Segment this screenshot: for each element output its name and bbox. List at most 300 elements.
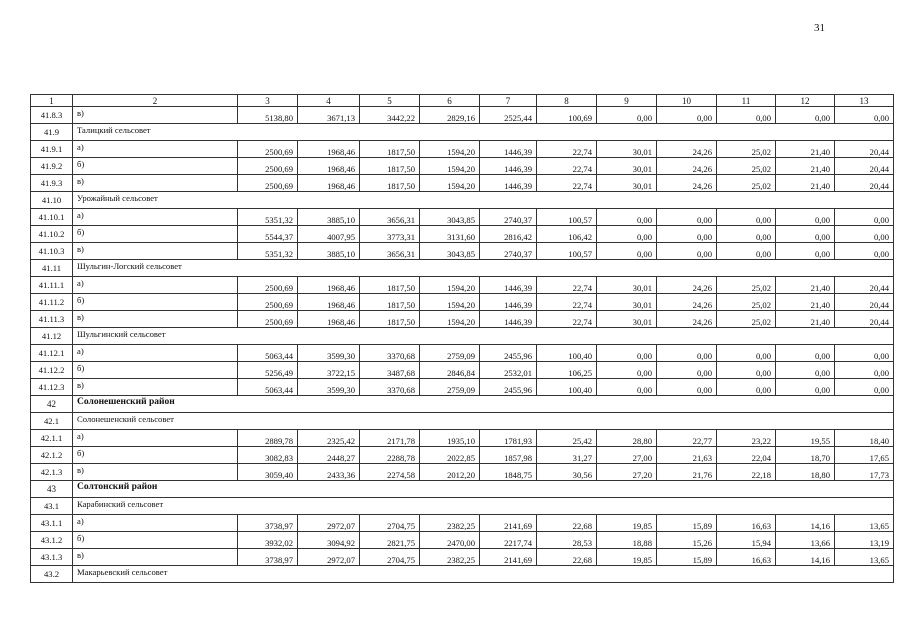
page-number: 31 [814,22,825,34]
value-cell: 2500,69 [238,175,298,192]
value-cell: 30,56 [537,464,597,481]
value-cell: 3773,31 [360,226,420,243]
value-cell: 0,00 [597,243,657,260]
value-cell: 20,44 [835,158,894,175]
row-code: 41.9.3 [31,175,73,192]
value-cell: 3656,31 [360,243,420,260]
value-cell: 24,26 [657,158,717,175]
row-code: 43 [31,481,73,498]
value-cell: 0,00 [657,362,717,379]
section-name: Урожайный сельсовет [73,192,894,209]
value-cell: 1817,50 [360,277,420,294]
value-cell: 21,63 [657,447,717,464]
value-cell: 1594,20 [420,158,480,175]
table-row [31,277,894,294]
row-label: а) [73,277,238,294]
row-label: в) [73,311,238,328]
value-cell: 0,00 [657,107,717,124]
value-cell: 3932,02 [238,532,298,549]
value-cell: 20,44 [835,277,894,294]
value-cell: 25,02 [717,141,776,158]
value-cell: 0,00 [657,345,717,362]
value-cell: 0,00 [657,209,717,226]
value-cell: 18,88 [597,532,657,549]
value-cell: 1594,20 [420,277,480,294]
value-cell: 30,01 [597,175,657,192]
value-cell: 22,74 [537,311,597,328]
row-label: б) [73,158,238,175]
column-header: 10 [657,95,717,107]
value-cell: 0,00 [717,379,776,396]
value-cell: 21,40 [776,141,835,158]
section-name: Карабинский сельсовет [73,498,894,515]
value-cell: 0,00 [835,107,894,124]
value-cell: 18,80 [776,464,835,481]
value-cell: 18,70 [776,447,835,464]
row-code: 43.1.3 [31,549,73,566]
table-row [31,362,894,379]
value-cell: 0,00 [835,362,894,379]
value-cell: 0,00 [597,362,657,379]
row-label: а) [73,345,238,362]
value-cell: 2500,69 [238,311,298,328]
section-row [31,413,894,430]
column-header: 7 [480,95,537,107]
value-cell: 2704,75 [360,515,420,532]
value-cell: 0,00 [597,107,657,124]
value-cell: 22,18 [717,464,776,481]
column-header: 1 [31,95,73,107]
section-row [31,192,894,209]
value-cell: 0,00 [717,243,776,260]
value-cell: 16,63 [717,549,776,566]
row-label: б) [73,532,238,549]
section-row [31,260,894,277]
value-cell: 31,27 [537,447,597,464]
value-cell: 0,00 [776,345,835,362]
value-cell: 1968,46 [298,294,360,311]
value-cell: 1446,39 [480,277,537,294]
value-cell: 1446,39 [480,311,537,328]
value-cell: 20,44 [835,294,894,311]
value-cell: 2500,69 [238,158,298,175]
value-cell: 24,26 [657,175,717,192]
value-cell: 4007,95 [298,226,360,243]
value-cell: 2470,00 [420,532,480,549]
table-body [31,95,894,583]
value-cell: 2022,85 [420,447,480,464]
value-cell: 5138,80 [238,107,298,124]
value-cell: 0,00 [776,107,835,124]
value-cell: 3656,31 [360,209,420,226]
value-cell: 2455,96 [480,345,537,362]
value-cell: 0,00 [717,362,776,379]
value-cell: 3599,30 [298,379,360,396]
table-row [31,345,894,362]
value-cell: 3671,13 [298,107,360,124]
value-cell: 0,00 [597,209,657,226]
value-cell: 100,40 [537,345,597,362]
row-code: 41.9.2 [31,158,73,175]
value-cell: 13,65 [835,515,894,532]
column-header: 11 [717,95,776,107]
value-cell: 0,00 [657,243,717,260]
row-code: 42.1 [31,413,73,430]
value-cell: 17,65 [835,447,894,464]
value-cell: 2500,69 [238,294,298,311]
value-cell: 0,00 [717,107,776,124]
row-code: 41.10 [31,192,73,209]
value-cell: 1594,20 [420,294,480,311]
table-row [31,294,894,311]
value-cell: 1848,75 [480,464,537,481]
value-cell: 0,00 [717,226,776,243]
row-code: 42.1.3 [31,464,73,481]
value-cell: 2325,42 [298,430,360,447]
value-cell: 100,69 [537,107,597,124]
row-code: 41.10.1 [31,209,73,226]
row-label: в) [73,464,238,481]
table-row [31,158,894,175]
value-cell: 3059,40 [238,464,298,481]
value-cell: 2217,74 [480,532,537,549]
row-label: а) [73,515,238,532]
value-cell: 2382,25 [420,515,480,532]
value-cell: 5256,49 [238,362,298,379]
section-row [31,498,894,515]
value-cell: 30,01 [597,141,657,158]
column-header: 4 [298,95,360,107]
value-cell: 3885,10 [298,243,360,260]
value-cell: 28,53 [537,532,597,549]
value-cell: 22,04 [717,447,776,464]
value-cell: 20,44 [835,175,894,192]
value-cell: 15,26 [657,532,717,549]
value-cell: 2740,37 [480,209,537,226]
value-cell: 2500,69 [238,277,298,294]
column-header: 13 [835,95,894,107]
row-code: 41.11.2 [31,294,73,311]
value-cell: 1968,46 [298,141,360,158]
value-cell: 25,02 [717,294,776,311]
table-row [31,311,894,328]
value-cell: 3043,85 [420,243,480,260]
row-label: в) [73,549,238,566]
row-code: 42.1.1 [31,430,73,447]
header-row [31,95,894,107]
value-cell: 22,74 [537,294,597,311]
table-row [31,243,894,260]
table-row [31,175,894,192]
value-cell: 0,00 [835,226,894,243]
value-cell: 2759,09 [420,379,480,396]
value-cell: 1594,20 [420,141,480,158]
value-cell: 25,42 [537,430,597,447]
table-row [31,515,894,532]
value-cell: 2141,69 [480,549,537,566]
value-cell: 1968,46 [298,277,360,294]
row-code: 41.11.1 [31,277,73,294]
table-row [31,430,894,447]
table-row [31,379,894,396]
value-cell: 100,40 [537,379,597,396]
section-row [31,124,894,141]
row-label: б) [73,226,238,243]
value-cell: 0,00 [597,379,657,396]
value-cell: 1446,39 [480,294,537,311]
value-cell: 2500,69 [238,141,298,158]
value-cell: 2433,36 [298,464,360,481]
value-cell: 3131,60 [420,226,480,243]
value-cell: 1781,93 [480,430,537,447]
value-cell: 15,89 [657,515,717,532]
value-cell: 0,00 [597,345,657,362]
value-cell: 2829,16 [420,107,480,124]
row-code: 42 [31,396,73,413]
row-code: 41.12.2 [31,362,73,379]
value-cell: 22,68 [537,515,597,532]
value-cell: 0,00 [597,226,657,243]
value-cell: 19,85 [597,515,657,532]
value-cell: 2448,27 [298,447,360,464]
row-code: 41.12.3 [31,379,73,396]
value-cell: 30,01 [597,277,657,294]
value-cell: 30,01 [597,294,657,311]
value-cell: 0,00 [835,379,894,396]
value-cell: 21,40 [776,311,835,328]
section-row [31,566,894,583]
column-header: 6 [420,95,480,107]
value-cell: 3599,30 [298,345,360,362]
value-cell: 1594,20 [420,311,480,328]
row-label: а) [73,430,238,447]
row-label: в) [73,379,238,396]
column-header: 12 [776,95,835,107]
column-header: 3 [238,95,298,107]
value-cell: 1817,50 [360,175,420,192]
row-code: 43.1 [31,498,73,515]
value-cell: 30,01 [597,158,657,175]
row-label: б) [73,294,238,311]
section-name: Шульгинский сельсовет [73,328,894,345]
section-name: Шульгин-Логский сельсовет [73,260,894,277]
value-cell: 0,00 [776,379,835,396]
value-cell: 28,80 [597,430,657,447]
row-code: 41.12 [31,328,73,345]
value-cell: 3722,15 [298,362,360,379]
value-cell: 0,00 [717,345,776,362]
value-cell: 24,26 [657,311,717,328]
row-code: 43.1.1 [31,515,73,532]
value-cell: 22,77 [657,430,717,447]
row-label: б) [73,362,238,379]
value-cell: 106,25 [537,362,597,379]
value-cell: 2821,75 [360,532,420,549]
table-row [31,532,894,549]
value-cell: 13,65 [835,549,894,566]
value-cell: 2532,01 [480,362,537,379]
value-cell: 5063,44 [238,345,298,362]
table-row [31,209,894,226]
value-cell: 2012,20 [420,464,480,481]
value-cell: 25,02 [717,277,776,294]
row-code: 41.10.2 [31,226,73,243]
value-cell: 1968,46 [298,175,360,192]
value-cell: 2704,75 [360,549,420,566]
table-row [31,107,894,124]
value-cell: 2288,78 [360,447,420,464]
value-cell: 13,66 [776,532,835,549]
value-cell: 3094,92 [298,532,360,549]
value-cell: 21,40 [776,294,835,311]
value-cell: 5351,32 [238,243,298,260]
value-cell: 0,00 [776,243,835,260]
row-label: б) [73,447,238,464]
value-cell: 14,16 [776,549,835,566]
column-header: 2 [73,95,238,107]
section-name: Солтонский район [73,481,894,498]
value-cell: 0,00 [776,226,835,243]
value-cell: 2740,37 [480,243,537,260]
value-cell: 106,42 [537,226,597,243]
value-cell: 25,02 [717,158,776,175]
value-cell: 3442,22 [360,107,420,124]
value-cell: 2972,07 [298,549,360,566]
row-code: 41.11 [31,260,73,277]
value-cell: 2846,84 [420,362,480,379]
table-row [31,464,894,481]
value-cell: 0,00 [835,209,894,226]
value-cell: 24,26 [657,294,717,311]
value-cell: 25,02 [717,311,776,328]
value-cell: 22,68 [537,549,597,566]
row-label: в) [73,107,238,124]
value-cell: 1446,39 [480,141,537,158]
value-cell: 2759,09 [420,345,480,362]
value-cell: 21,76 [657,464,717,481]
value-cell: 3082,83 [238,447,298,464]
value-cell: 0,00 [776,362,835,379]
row-code: 43.1.2 [31,532,73,549]
district-row [31,396,894,413]
value-cell: 24,26 [657,277,717,294]
value-cell: 22,74 [537,141,597,158]
value-cell: 2455,96 [480,379,537,396]
row-code: 42.1.2 [31,447,73,464]
value-cell: 0,00 [835,345,894,362]
value-cell: 5351,32 [238,209,298,226]
value-cell: 24,26 [657,141,717,158]
value-cell: 5544,37 [238,226,298,243]
value-cell: 22,74 [537,175,597,192]
value-cell: 21,40 [776,158,835,175]
value-cell: 20,44 [835,141,894,158]
value-cell: 14,16 [776,515,835,532]
value-cell: 2816,42 [480,226,537,243]
value-cell: 1935,10 [420,430,480,447]
value-cell: 20,44 [835,311,894,328]
value-cell: 22,74 [537,158,597,175]
value-cell: 1817,50 [360,158,420,175]
value-cell: 3738,97 [238,549,298,566]
value-cell: 2171,78 [360,430,420,447]
value-cell: 2274,58 [360,464,420,481]
value-cell: 1817,50 [360,141,420,158]
value-cell: 17,73 [835,464,894,481]
section-row [31,328,894,345]
value-cell: 2525,44 [480,107,537,124]
row-code: 41.10.3 [31,243,73,260]
row-code: 41.11.3 [31,311,73,328]
value-cell: 1968,46 [298,158,360,175]
value-cell: 1446,39 [480,175,537,192]
value-cell: 3738,97 [238,515,298,532]
section-name: Макарьевский сельсовет [73,566,894,583]
table-row [31,549,894,566]
value-cell: 1968,46 [298,311,360,328]
value-cell: 1857,98 [480,447,537,464]
value-cell: 0,00 [657,379,717,396]
row-label: в) [73,175,238,192]
value-cell: 3487,68 [360,362,420,379]
value-cell: 19,55 [776,430,835,447]
value-cell: 15,94 [717,532,776,549]
column-header: 5 [360,95,420,107]
section-name: Солонешенский район [73,396,894,413]
column-header: 9 [597,95,657,107]
table-row [31,226,894,243]
table-row [31,141,894,158]
value-cell: 2972,07 [298,515,360,532]
tariff-table [30,94,894,583]
value-cell: 30,01 [597,311,657,328]
value-cell: 27,00 [597,447,657,464]
value-cell: 1594,20 [420,175,480,192]
section-name: Солонешенский сельсовет [73,413,894,430]
value-cell: 3370,68 [360,345,420,362]
value-cell: 0,00 [835,243,894,260]
value-cell: 0,00 [717,209,776,226]
value-cell: 0,00 [657,226,717,243]
value-cell: 1446,39 [480,158,537,175]
value-cell: 23,22 [717,430,776,447]
value-cell: 3043,85 [420,209,480,226]
value-cell: 1817,50 [360,294,420,311]
district-row [31,481,894,498]
value-cell: 0,00 [776,209,835,226]
value-cell: 2141,69 [480,515,537,532]
row-label: а) [73,141,238,158]
value-cell: 5063,44 [238,379,298,396]
value-cell: 21,40 [776,277,835,294]
value-cell: 2889,78 [238,430,298,447]
value-cell: 1817,50 [360,311,420,328]
value-cell: 27,20 [597,464,657,481]
row-code: 41.12.1 [31,345,73,362]
value-cell: 16,63 [717,515,776,532]
column-header: 8 [537,95,597,107]
value-cell: 3885,10 [298,209,360,226]
table-row [31,447,894,464]
value-cell: 15,89 [657,549,717,566]
value-cell: 18,40 [835,430,894,447]
row-code: 43.2 [31,566,73,583]
value-cell: 100,57 [537,209,597,226]
value-cell: 25,02 [717,175,776,192]
row-code: 41.8.3 [31,107,73,124]
value-cell: 100,57 [537,243,597,260]
value-cell: 2382,25 [420,549,480,566]
